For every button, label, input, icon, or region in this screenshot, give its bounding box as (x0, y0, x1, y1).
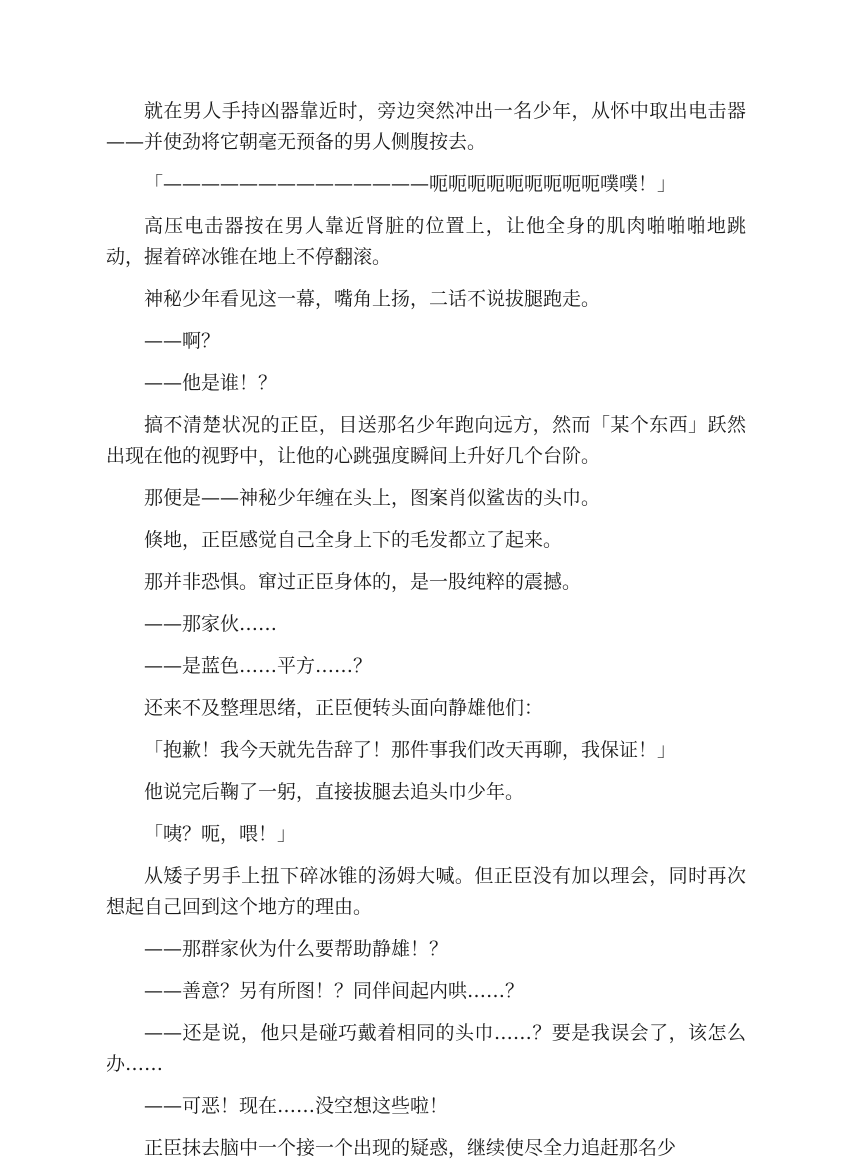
paragraph-4: 神秘少年看见这一幕，嘴角上扬，二话不说拔腿跑走。 (144, 288, 601, 310)
paragraph-20: ——还是说，他只是碰巧戴着相同的头巾……？要是我误会了，该怎么办…… (106, 1022, 746, 1075)
paragraph-13: 还来不及整理思绪，正臣便转头面向静雄他们： (144, 697, 544, 719)
paragraph-14: 「抱歉！我今天就先告辞了！那件事我们改天再聊，我保证！」 (144, 739, 677, 761)
paragraph-19: ——善意？另有所图！？同伴间起内哄……？ (144, 980, 525, 1002)
paragraph-3: 高压电击器按在男人靠近肾脏的位置上，让他全身的肌肉啪啪啪地跳动，握着碎冰锥在地上不停翻滚。 (106, 215, 746, 268)
paragraph-12: ——是蓝色……平方……？ (144, 655, 373, 677)
paragraph-22: 正臣抹去脑中一个接一个出现的疑惑，继续使尽全力追赶那名少 (144, 1137, 677, 1159)
paragraph-17: 从矮子男手上扭下碎冰锥的汤姆大喊。但正臣没有加以理会，同时再次想起自己回到这个地方的理由。 (106, 865, 746, 918)
paragraph-15: 他说完后鞠了一躬，直接拔腿去追头巾少年。 (144, 781, 525, 803)
paragraph-2: 「——————————————呃呃呃呃呃呃呃呃呃噗噗！」 (144, 173, 677, 195)
paragraph-7: 搞不清楚状况的正臣，目送那名少年跑向远方，然而「某个东西」跃然出现在他的视野中，让他的心跳强度瞬间上升好几个台阶。 (106, 414, 746, 467)
paragraph-8: 那便是——神秘少年缠在头上，图案肖似鲨齿的头巾。 (144, 487, 601, 509)
paragraph-6: ——他是谁！？ (144, 372, 278, 394)
paragraph-9: 倏地，正臣感觉自己全身上下的毛发都立了起来。 (144, 529, 563, 551)
paragraph-10: 那并非恐惧。窜过正臣身体的，是一股纯粹的震撼。 (144, 571, 582, 593)
paragraph-21: ——可恶！现在……没空想这些啦！ (144, 1095, 449, 1117)
paragraph-5: ——啊？ (144, 330, 221, 352)
paragraph-1: 就在男人手持凶器靠近时，旁边突然冲出一名少年，从怀中取出电击器——并使劲将它朝毫无预备的男人侧腹按去。 (106, 100, 746, 153)
paragraph-11: ——那家伙…… (144, 613, 278, 635)
body-text (106, 96, 746, 1175)
paragraph-16: 「咦？呃，喂！」 (144, 823, 297, 845)
paragraph-18: ——那群家伙为什么要帮助静雄！？ (144, 938, 449, 960)
